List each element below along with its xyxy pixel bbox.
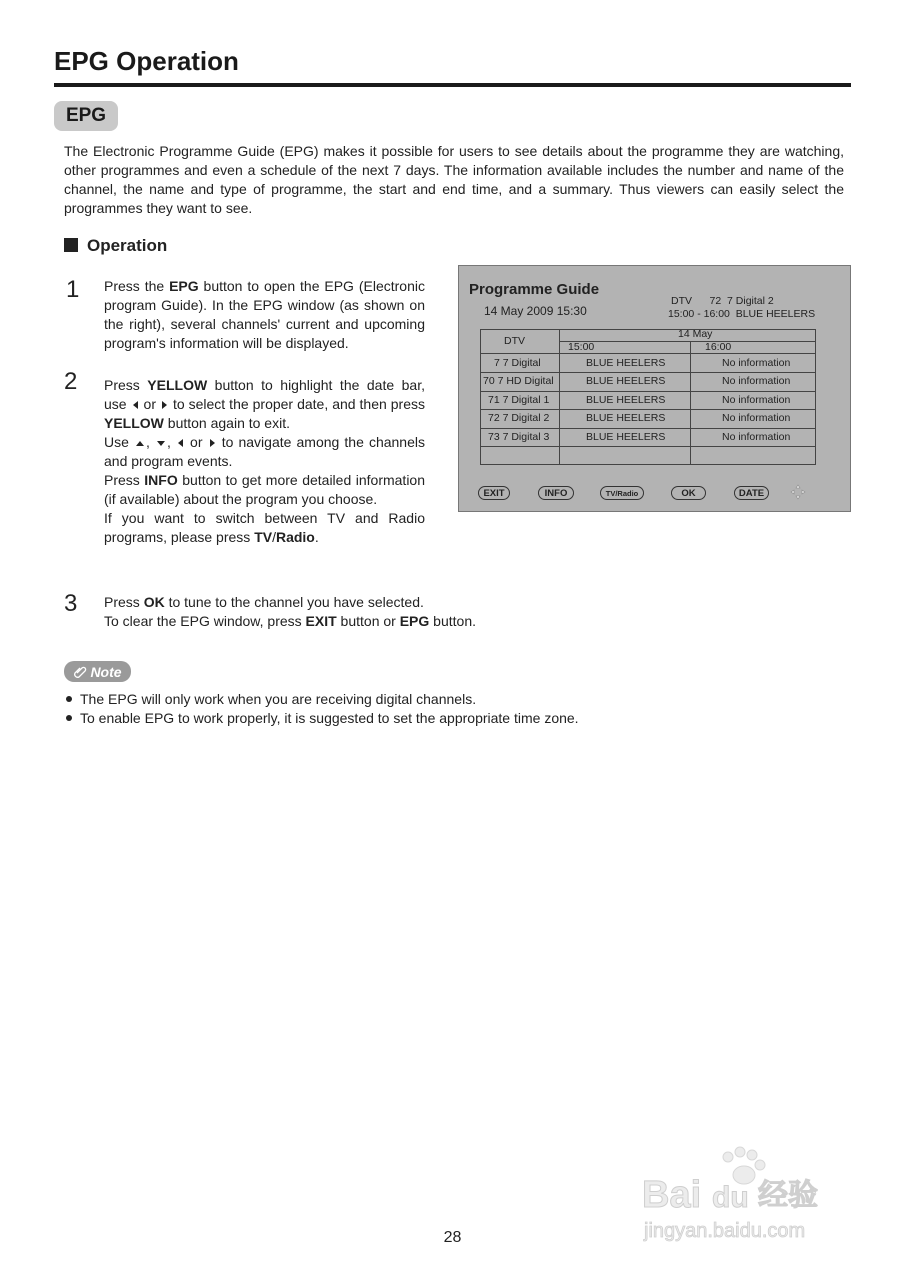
channel-cell[interactable]: 73 7 Digital 3 xyxy=(488,431,550,443)
up-arrow-icon xyxy=(136,441,144,446)
epg-grid xyxy=(480,329,816,465)
note-item: To enable EPG to work properly, it is suggested to set the appropriate time zone. xyxy=(66,709,579,728)
guide-channel-info: DTV 72 7 Digital 2 xyxy=(671,295,774,307)
tv-radio-button[interactable]: TV/Radio xyxy=(600,486,644,500)
square-bullet-icon xyxy=(64,238,78,252)
title-divider xyxy=(54,83,851,87)
guide-datetime: 14 May 2009 15:30 xyxy=(484,304,587,318)
step-2-para-2: Use , , or to navigate among the channels and program events. xyxy=(104,434,425,469)
left-arrow-icon xyxy=(133,401,138,409)
channel-cell[interactable]: 70 7 HD Digital xyxy=(483,375,554,387)
note-item: The EPG will only work when you are receiving digital channels. xyxy=(66,690,476,709)
date-bar[interactable]: 14 May xyxy=(678,328,713,340)
column-header-dtv: DTV xyxy=(504,335,525,347)
page-title: EPG Operation xyxy=(54,46,239,76)
step-2-para-1: Press YELLOW button to highlight the date bar, use or to select the proper date, and then press YELLOW button again to exit. xyxy=(104,377,425,431)
svg-text:jingyan.baidu.com: jingyan.baidu.com xyxy=(644,1220,806,1242)
step-2-para-4: If you want to switch between TV and Radio programs, please press TV/Radio. xyxy=(104,510,425,545)
date-button[interactable]: DATE xyxy=(734,486,769,500)
step-number-1: 1 xyxy=(66,276,80,303)
channel-cell[interactable]: 72 7 Digital 2 xyxy=(488,412,550,424)
left-arrow-icon xyxy=(178,439,183,447)
exit-button[interactable]: EXIT xyxy=(478,486,510,500)
guide-title: Programme Guide xyxy=(469,281,600,298)
programme-guide-window xyxy=(458,265,851,512)
channel-cell[interactable]: 7 7 Digital xyxy=(494,357,541,369)
paperclip-icon xyxy=(73,665,87,679)
svg-text:Bai: Bai xyxy=(642,1174,702,1216)
down-arrow-icon xyxy=(157,441,165,446)
page-number: 28 xyxy=(443,1229,462,1246)
intro-paragraph: The Electronic Programme Guide (EPG) makes it possible for users to see details about the programme they are watching, other programmes and even a schedule of the next 7 days. The information available includes the number and name of the channel, the name and type of programme, the start and end time, and a summary. Thus viewers can easily select the programmes they want to see. xyxy=(64,143,844,216)
guide-now-playing: 15:00 - 16:00 BLUE HEELERS xyxy=(668,308,816,320)
programme-cell[interactable]: BLUE HEELERS xyxy=(586,412,666,424)
right-arrow-icon xyxy=(210,439,215,447)
ok-button[interactable]: OK xyxy=(671,486,706,500)
programme-cell[interactable]: No information xyxy=(722,357,791,369)
step-1-text: Press the EPG button to open the EPG (Electronic program Guide). In the EPG window (as shown on the right), several channels' current and upcoming program's information will be displayed. xyxy=(104,278,425,351)
step-3-text: Press OK to tune to the channel you have selected. To clear the EPG window, press EXIT button or EPG button. xyxy=(104,594,476,629)
channel-cell[interactable]: 71 7 Digital 1 xyxy=(488,394,550,406)
svg-text:du: du xyxy=(712,1181,749,1214)
note-badge xyxy=(64,661,131,682)
note-label: Note xyxy=(90,663,122,680)
bullet-icon xyxy=(66,696,72,702)
svg-text:经验: 经验 xyxy=(758,1178,818,1213)
dpad-icon xyxy=(790,484,806,500)
time-slot-2: 16:00 xyxy=(705,341,732,353)
info-button[interactable]: INFO xyxy=(538,486,574,500)
bullet-icon xyxy=(66,715,72,721)
section-badge: EPG xyxy=(54,101,118,131)
time-slot-1: 15:00 xyxy=(568,341,595,353)
programme-cell[interactable]: No information xyxy=(722,431,791,443)
step-number-2: 2 xyxy=(64,368,78,395)
step-2-text xyxy=(104,376,425,547)
right-arrow-icon xyxy=(162,401,167,409)
programme-cell[interactable]: No information xyxy=(722,394,791,406)
subsection-title: Operation xyxy=(87,236,168,255)
step-2-para-3: Press INFO button to get more detailed information (if available) about the program you choose. xyxy=(104,472,425,507)
programme-cell[interactable]: BLUE HEELERS xyxy=(586,375,666,387)
programme-cell[interactable]: BLUE HEELERS xyxy=(586,431,666,443)
programme-cell[interactable]: BLUE HEELERS xyxy=(586,357,666,369)
programme-cell[interactable]: No information xyxy=(722,412,791,424)
programme-cell[interactable]: BLUE HEELERS xyxy=(586,394,666,406)
programme-cell[interactable]: No information xyxy=(722,375,791,387)
step-number-3: 3 xyxy=(64,590,78,617)
